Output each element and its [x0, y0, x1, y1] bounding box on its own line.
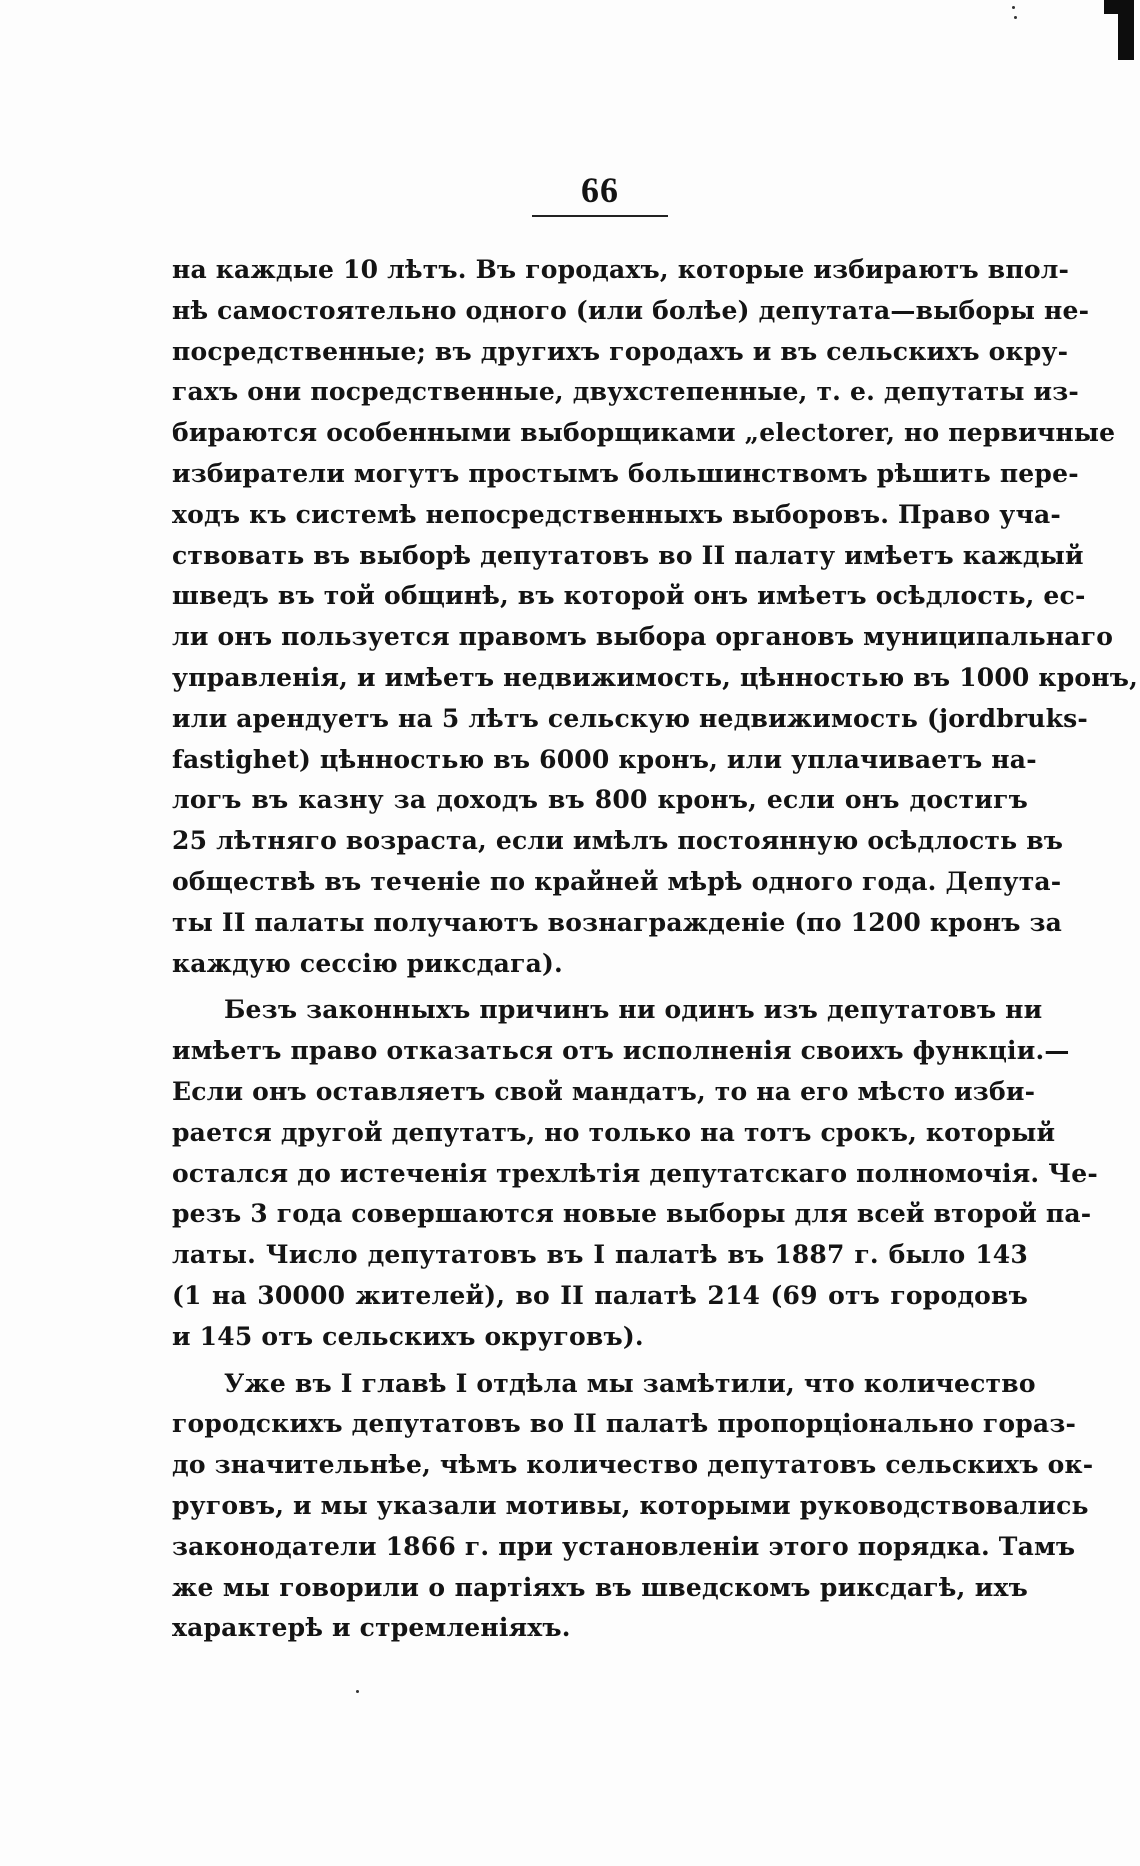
- text-line: Уже въ I главѣ I отдѣла мы замѣтили, что количество: [224, 1368, 1036, 1398]
- text-line: каждую сессію риксдага).: [172, 948, 563, 978]
- text-line: характерѣ и стремленіяхъ.: [172, 1613, 571, 1643]
- text-line: рается другой депутатъ, но только на тотъ срокъ, который: [172, 1117, 1056, 1147]
- text-line: резъ 3 года совершаются новые выборы для всей второй па-: [172, 1199, 1092, 1229]
- text-line: остался до истеченія трехлѣтія депутатскаго полномочія. Че-: [172, 1158, 1098, 1188]
- text-line: логъ въ казну за доходъ въ 800 кронъ, если онъ достигъ: [172, 785, 1028, 815]
- page-number-rule: [532, 215, 668, 217]
- text-line: посредственные; въ другихъ городахъ и въ сельскихъ окру-: [172, 336, 1069, 366]
- text-line: управленія, и имѣетъ недвижимость, цѣнностью въ 1000 кронъ,: [172, 662, 1139, 692]
- text-line: ли онъ пользуется правомъ выбора органовъ муниципальнаго: [172, 622, 1114, 652]
- text-line: обществѣ въ теченіе по крайней мѣрѣ одного года. Депута-: [172, 866, 1062, 896]
- text-line: на каждые 10 лѣтъ. Въ городахъ, которые избираютъ впол-: [172, 255, 1070, 284]
- text-line: гахъ они посредственные, двухстепенные, т. е. депутаты из-: [172, 377, 1079, 407]
- text-line: шведъ въ той общинѣ, въ которой онъ имѣетъ осѣдлость, ес-: [172, 581, 1086, 611]
- text-line: (1 на 30000 жителей), во II палатѣ 214 (69 отъ городовъ: [172, 1280, 1028, 1310]
- text-line: избиратели могутъ простымъ большинствомъ рѣшить пере-: [172, 458, 1079, 488]
- scan-speck: [1014, 16, 1017, 19]
- scan-edge-mark: [1118, 0, 1134, 60]
- paragraph: [172, 1364, 1094, 1650]
- paragraph: [172, 250, 1139, 984]
- text-line: латы. Число депутатовъ въ I палатѣ въ 1887 г. было 143: [172, 1240, 1028, 1270]
- text-line: ствовать въ выборѣ депутатовъ во II палату имѣетъ каждый: [172, 540, 1084, 570]
- text-line: имѣетъ право отказаться отъ исполненія своихъ функціи.—: [172, 1036, 1070, 1066]
- text-line: ходъ къ системѣ непосредственныхъ выборовъ. Право уча-: [172, 499, 1061, 529]
- text-line: fastighet) цѣнностью въ 6000 кронъ, или уплачиваетъ на-: [172, 744, 1037, 774]
- text-line: ты II палаты получаютъ вознагражденіе (по 1200 кронъ за: [172, 907, 1063, 937]
- page-number: 66: [581, 170, 619, 210]
- text-line: нѣ самостоятельно одного (или болѣе) депутата—выборы не-: [172, 295, 1090, 325]
- text-line: Если онъ оставляетъ свой мандатъ, то на его мѣсто изби-: [172, 1076, 1036, 1106]
- text-line: до значительнѣе, чѣмъ количество депутатовъ сельскихъ ок-: [172, 1450, 1094, 1480]
- text-line: руговъ, и мы указали мотивы, которыми руководствовались: [172, 1490, 1089, 1520]
- text-line: же мы говорили о партіяхъ въ шведскомъ риксдагѣ, ихъ: [172, 1572, 1028, 1602]
- paragraph: [172, 990, 1098, 1357]
- text-line: городскихъ депутатовъ во II палатѣ пропорціонально гораз-: [172, 1409, 1077, 1439]
- scan-speck: [356, 1690, 359, 1693]
- text-line: бираются особенными выборщиками „electorer, но первичные: [172, 418, 1116, 448]
- scan-speck: [1012, 6, 1015, 9]
- text-line: или арендуетъ на 5 лѣтъ сельскую недвижимость (jordbruks-: [172, 703, 1089, 733]
- body-text: [172, 250, 1139, 1649]
- text-line: и 145 отъ сельскихъ округовъ).: [172, 1321, 644, 1351]
- text-line: Безъ законныхъ причинъ ни одинъ изъ депутатовъ ни: [224, 995, 1043, 1025]
- text-line: 25 лѣтняго возраста, если имѣлъ постоянную осѣдлость въ: [172, 826, 1064, 856]
- text-line: законодатели 1866 г. при установленіи этого порядка. Тамъ: [172, 1531, 1076, 1561]
